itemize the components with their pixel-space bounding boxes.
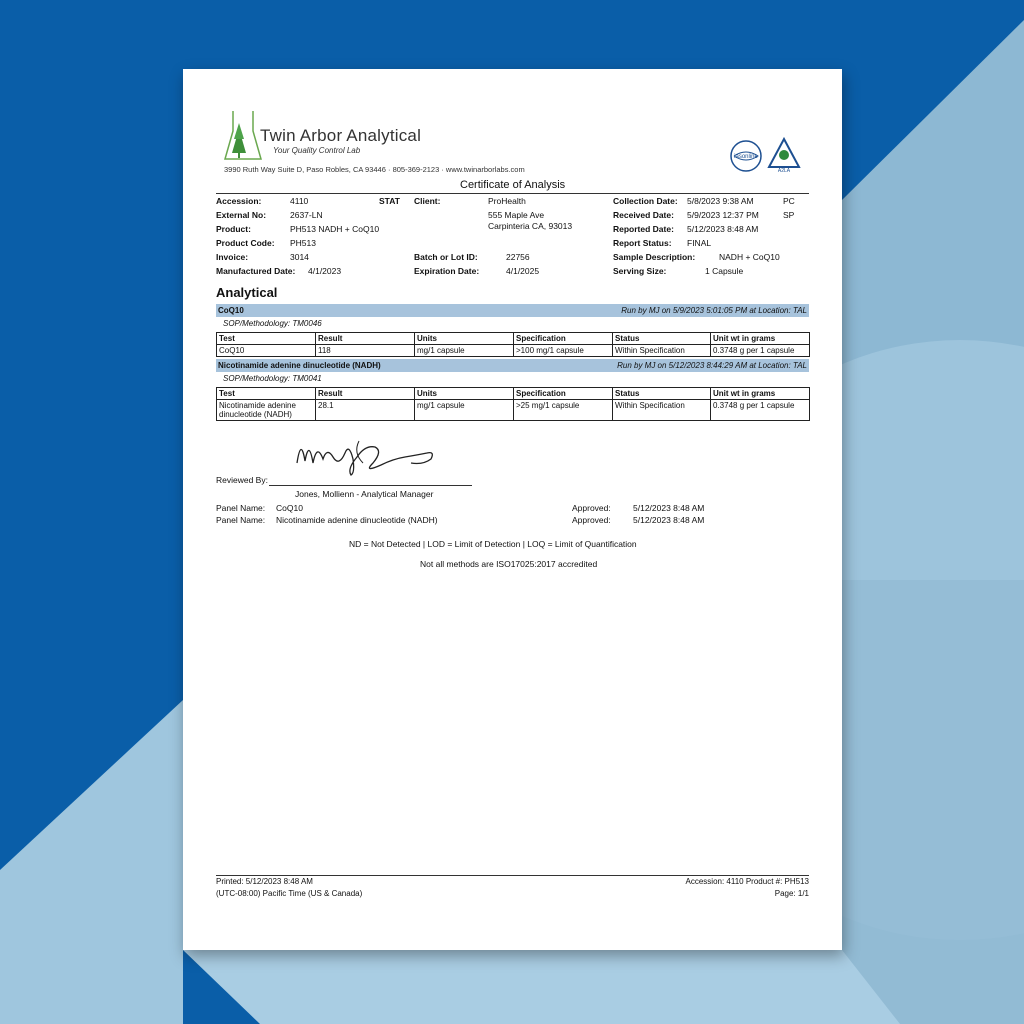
cell-test: Nicotinamide adenine dinucleotide (NADH) [217, 400, 316, 421]
table-header-row [217, 333, 810, 345]
tree-flask-logo-icon [223, 109, 263, 163]
col-result: Result [316, 333, 415, 345]
reviewer-name: Jones, Mollienn - Analytical Manager [295, 489, 434, 499]
cell-units: mg/1 capsule [415, 345, 514, 357]
product-code-label: Product Code: [216, 238, 275, 248]
a2la-badge-icon [767, 137, 801, 173]
serving-label: Serving Size: [613, 266, 667, 276]
cell-unit-wt: 0.3748 g per 1 capsule [711, 345, 810, 357]
external-label: External No: [216, 210, 267, 220]
received-code: SP [783, 210, 795, 220]
section-run-info: Run by MJ on 5/12/2023 8:44:29 AM at Location: TAL [617, 361, 807, 370]
expiration-label: Expiration Date: [414, 266, 480, 276]
lab-name: Twin Arbor Analytical [260, 126, 422, 145]
received-value: 5/9/2023 12:37 PM [687, 210, 759, 220]
printed-date: Printed: 5/12/2023 8:48 AM [216, 877, 313, 886]
approved-label: Approved: [572, 515, 611, 525]
footer-accession: Accession: 4110 Product #: PH513 [685, 877, 809, 886]
panel-label: Panel Name: [216, 503, 266, 513]
product-code-value: PH513 [290, 238, 316, 248]
col-specification: Specification [514, 388, 613, 400]
cell-spec: >100 mg/1 capsule [514, 345, 613, 357]
collection-value: 5/8/2023 9:38 AM [687, 196, 754, 206]
report-status-value: FINAL [687, 238, 712, 248]
accession-value: 4110 [290, 196, 309, 206]
sop-methodology: SOP/Methodology: TM0046 [223, 319, 322, 328]
col-status: Status [613, 333, 711, 345]
external-value: 2637-LN [290, 210, 323, 220]
approved-value: 5/12/2023 8:48 AM [633, 515, 705, 525]
reported-value: 5/12/2023 8:48 AM [687, 224, 759, 234]
accession-label: Accession: [216, 196, 262, 206]
report-status-label: Report Status: [613, 238, 672, 248]
client-address-1: 555 Maple Ave [488, 210, 545, 220]
cell-result: 28.1 [316, 400, 415, 421]
lab-tagline: Your Quality Control Lab [273, 146, 361, 155]
col-result: Result [316, 388, 415, 400]
invoice-label: Invoice: [216, 252, 249, 262]
col-unit-wt: Unit wt in grams [711, 388, 810, 400]
cell-status: Within Specification [613, 400, 711, 421]
section-name: CoQ10 [218, 306, 244, 315]
accreditation-seal-icon [729, 139, 763, 173]
collection-label: Collection Date: [613, 196, 678, 206]
results-table-nadh [216, 387, 810, 421]
col-unit-wt: Unit wt in grams [711, 333, 810, 345]
col-units: Units [415, 388, 514, 400]
cell-spec: >25 mg/1 capsule [514, 400, 613, 421]
reported-label: Reported Date: [613, 224, 674, 234]
collection-code: PC [783, 196, 795, 206]
sop-methodology: SOP/Methodology: TM0041 [223, 374, 322, 383]
col-test: Test [217, 388, 316, 400]
section-band-coq10 [216, 304, 809, 317]
client-label: Client: [414, 196, 441, 206]
table-row [217, 400, 810, 421]
lab-address: 3990 Ruth Way Suite D, Paso Robles, CA 93446 · 805-369-2123 · www.twinarborlabs.com [224, 165, 525, 174]
expiration-value: 4/1/2025 [506, 266, 540, 276]
badge-left-text: iasonline [734, 154, 758, 160]
product-label: Product: [216, 224, 251, 234]
badge-right-text: A2LA [777, 168, 791, 173]
section-band-nadh [216, 359, 809, 372]
cell-unit-wt: 0.3748 g per 1 capsule [711, 400, 810, 421]
col-units: Units [415, 333, 514, 345]
accreditation-note: Not all methods are ISO17025:2017 accredited [420, 559, 598, 569]
section-run-info: Run by MJ on 5/9/2023 5:01:05 PM at Location: TAL [621, 306, 807, 315]
sample-value: NADH + CoQ10 [719, 252, 780, 262]
client-name: ProHealth [488, 196, 526, 206]
batch-label: Batch or Lot ID: [414, 252, 478, 262]
panel-name: Nicotinamide adenine dinucleotide (NADH) [276, 515, 438, 525]
cell-status: Within Specification [613, 345, 711, 357]
product-value: PH513 NADH + CoQ10 [290, 224, 380, 234]
stat-label: STAT [379, 196, 400, 206]
page-number: Page: 1/1 [774, 889, 809, 898]
panel-label: Panel Name: [216, 515, 266, 525]
invoice-value: 3014 [290, 252, 309, 262]
footer-rule [216, 875, 809, 876]
cell-result: 118 [316, 345, 415, 357]
timezone: (UTC-08:00) Pacific Time (US & Canada) [216, 889, 363, 898]
approved-label: Approved: [572, 503, 611, 513]
received-label: Received Date: [613, 210, 674, 220]
abbreviation-legend: ND = Not Detected | LOD = Limit of Detection | LOQ = Limit of Quantification [349, 539, 637, 549]
approved-value: 5/12/2023 8:48 AM [633, 503, 705, 513]
table-row [217, 345, 810, 357]
results-table-coq10 [216, 332, 810, 357]
signature-line [269, 485, 472, 486]
analytical-heading: Analytical [216, 285, 278, 300]
col-specification: Specification [514, 333, 613, 345]
reviewed-by-label: Reviewed By: [216, 475, 268, 485]
col-test: Test [217, 333, 316, 345]
cell-test: CoQ10 [217, 345, 316, 357]
certificate-page [183, 69, 842, 950]
serving-value: 1 Capsule [705, 266, 744, 276]
table-header-row [217, 388, 810, 400]
header-rule [216, 193, 809, 194]
cell-units: mg/1 capsule [415, 400, 514, 421]
batch-value: 22756 [506, 252, 530, 262]
signature-icon [293, 433, 443, 477]
section-name: Nicotinamide adenine dinucleotide (NADH) [218, 361, 381, 370]
sample-label: Sample Description: [613, 252, 696, 262]
client-address-2: Carpinteria CA, 93013 [488, 221, 573, 231]
manufactured-label: Manufactured Date: [216, 266, 296, 276]
doc-title: Certificate of Analysis [460, 179, 566, 191]
panel-name: CoQ10 [276, 503, 303, 513]
col-status: Status [613, 388, 711, 400]
manufactured-value: 4/1/2023 [308, 266, 342, 276]
